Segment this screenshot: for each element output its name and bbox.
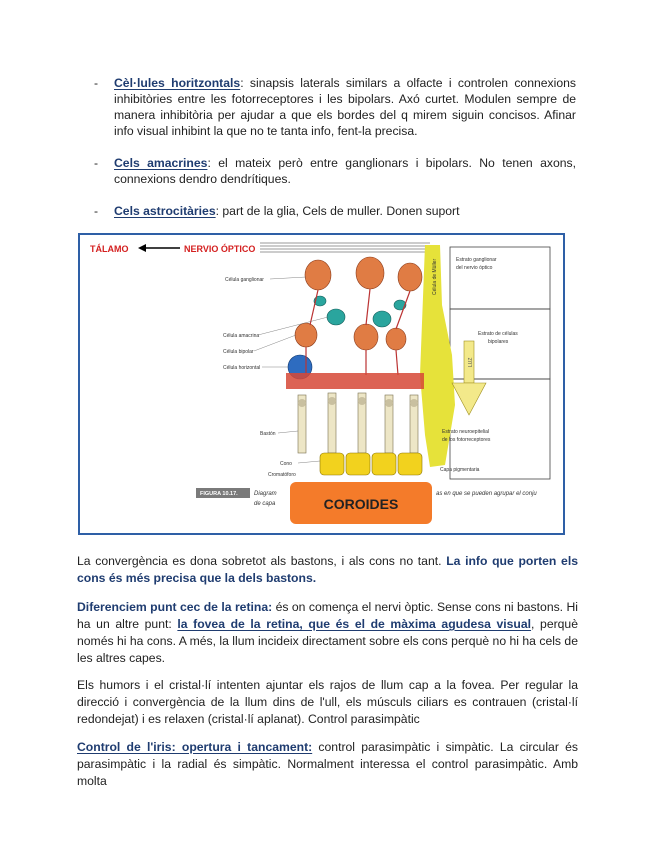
arrow-head bbox=[138, 244, 146, 252]
bullet-astrocitaries bbox=[96, 203, 576, 219]
para-convergencia bbox=[77, 553, 578, 587]
label-capa-pigmentaria: Capa pigmentaria bbox=[440, 467, 480, 473]
ganglion-cells bbox=[305, 257, 422, 291]
caption-left: Diagram bbox=[254, 491, 277, 497]
para-text: és on comença el nervi òptic. Sense cons ni bastons. Hi ha un altre punt: bbox=[77, 600, 578, 631]
caption-right: as en que se pueden agrupar el conju bbox=[436, 491, 537, 497]
label-baston: Bastón bbox=[260, 431, 276, 437]
label-estrato-neuro: Estrato neuroepitelial de los fotorreceptores bbox=[442, 429, 491, 443]
caption-left2: de capa bbox=[254, 501, 276, 507]
retina-figure bbox=[78, 233, 565, 535]
para-heading: Diferenciem punt cec de la retina: bbox=[77, 600, 273, 614]
label-ganglionar: Célula ganglionar bbox=[225, 277, 264, 283]
coroides-label: COROIDES bbox=[323, 496, 399, 512]
luz-arrow-head bbox=[452, 383, 486, 415]
para-highlight: la fovea de la retina, que és el de màxima agudesa visual bbox=[177, 617, 532, 631]
label-amacrina: Célula amacrina bbox=[223, 333, 260, 339]
para-iris bbox=[77, 739, 578, 790]
bullet-dash: - bbox=[94, 204, 99, 218]
label-bipolar: Célula bipolar bbox=[223, 349, 254, 355]
para-text: , perquè només hi ha cons. A més, la llum incideix directament sobre els cons perquè no hi ha cels de les altres capes. bbox=[77, 617, 578, 665]
bullet-horitzontals bbox=[96, 75, 576, 139]
synapse-band bbox=[286, 373, 424, 389]
bullet-text: : sinapsis laterals similars a olfacte i controlen connexions inhibitòries entre les fotorreceptores i les bipolars. Axó curtet. Modulen sempre de manera inhibitòria per ajudar a que els bordes del q mirem siguin concisos. Afinar info visual inhibint la que no te tanta info, fent-la precisa. bbox=[114, 76, 576, 138]
bullet-dash: - bbox=[94, 76, 99, 90]
bullet-term: Cels amacrines bbox=[114, 156, 208, 170]
bullet-dash: - bbox=[94, 156, 99, 170]
label-horizontal: Célula horizontal bbox=[223, 365, 261, 371]
pigment-layer bbox=[320, 453, 422, 475]
label-cono: Cono bbox=[280, 461, 292, 467]
bullet-term: Cels astrocitàries bbox=[114, 204, 216, 218]
amacrine-cells bbox=[314, 296, 406, 327]
para-text: control parasimpàtic i simpàtic. La circular és parasimpàtic i la radial és simpàtic. Normalment interessa el control parasimpàtic. Amb molta bbox=[77, 740, 578, 788]
label-estrato-ganglionar: Estrato ganglionar del nervio óptico bbox=[456, 257, 497, 271]
muller-label: Célula de Müller bbox=[432, 258, 438, 295]
nervio-label: NERVIO ÓPTICO bbox=[184, 244, 256, 254]
para-heading: Control de l'iris: opertura i tancament: bbox=[77, 740, 313, 754]
label-cromoforo: Cromatóforo bbox=[268, 472, 296, 478]
bipolar-cells bbox=[295, 323, 406, 350]
para-text: Els humors i el cristal·lí intenten ajuntar els rajos de llum cap a la fovea. Per regular la direcció i convergència de la llum dins de l'ull, els músculs ciliars es contrauen (cristal·lí redondejat) i es relaxen (cristal·lí aplanat). Control parasimpàtic bbox=[77, 678, 578, 726]
luz-label: LUZ bbox=[468, 357, 474, 367]
para-bold: La info que porten els cons és més precisa que la dels bastons. bbox=[77, 554, 578, 585]
bullet-text: : el mateix però entre ganglionars i bipolars. No tenen axons, connexions dendro dendrítiques. bbox=[114, 156, 576, 186]
nerve-fibers bbox=[260, 243, 430, 252]
bullet-term: Cèl·lules horitzontals bbox=[114, 76, 241, 90]
label-estrato-bipolares: Estrato de células bipolares bbox=[478, 331, 518, 345]
figura-label: FIGURA 10.17. bbox=[200, 491, 238, 497]
para-humors bbox=[77, 677, 578, 728]
para-punt-cec bbox=[77, 599, 578, 667]
bullet-amacrines bbox=[96, 155, 576, 187]
bullet-text: : part de la glia, Cels de muller. Donen suport bbox=[215, 204, 460, 218]
retina-diagram bbox=[80, 235, 563, 533]
para-text: La convergència es dona sobretot als bastons, i als cons no tant. bbox=[77, 554, 447, 568]
rods bbox=[298, 393, 418, 453]
talamo-label: TÁLAMO bbox=[90, 244, 129, 254]
